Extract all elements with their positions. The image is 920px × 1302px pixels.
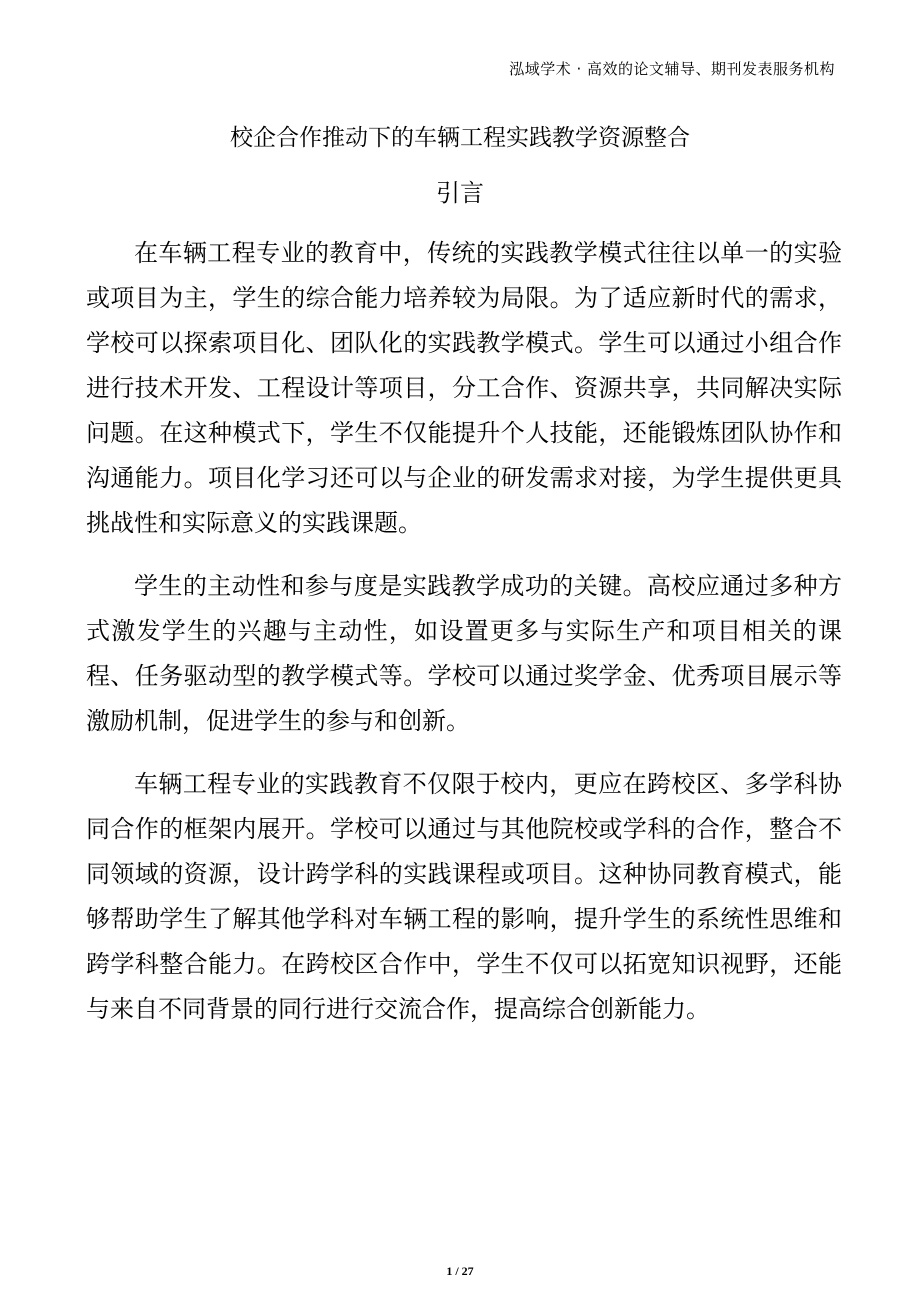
header-divider [80, 88, 840, 89]
running-header: 泓域学术 · 高效的论文辅导、期刊发表服务机构 [509, 60, 835, 78]
paragraph: 车辆工程专业的实践教育不仅限于校内，更应在跨校区、多学科协同合作的框架内展开。学校可以通过与其他院校或学科的合作，整合不同领域的资源，设计跨学科的实践课程或项目。这种协同教育模式，能够帮助学生了解其他学科对车辆工程的影响，提升学生的系统性思维和跨学科整合能力。在跨校区合作中，学生不仅可以拓宽知识视野，还能与来自不同背景的同行进行交流合作，提高综合创新能力。 [86, 770, 842, 1023]
document-title: 校企合作推动下的车辆工程实践教学资源整合 [230, 125, 690, 151]
paragraph: 在车辆工程专业的教育中，传统的实践教学模式往往以单一的实验或项目为主，学生的综合能力培养较为局限。为了适应新时代的需求，学校可以探索项目化、团队化的实践教学模式。学生可以通过小组合作进行技术开发、工程设计等项目，分工合作、资源共享，共同解决实际问题。在这种模式下，学生不仅能提升个人技能，还能锻炼团队协作和沟通能力。项目化学习还可以与企业的研发需求对接，为学生提供更具挑战性和实际意义的实践课题。 [86, 239, 842, 537]
paragraph: 学生的主动性和参与度是实践教学成功的关键。高校应通过多种方式激发学生的兴趣与主动性，如设置更多与实际生产和项目相关的课程、任务驱动型的教学模式等。学校可以通过奖学金、优秀项目展示等激励机制，促进学生的参与和创新。 [86, 572, 842, 735]
page-number: 1 / 27 [446, 1264, 474, 1278]
document-body [86, 231, 842, 1050]
section-heading-introduction: 引言 [436, 179, 484, 207]
